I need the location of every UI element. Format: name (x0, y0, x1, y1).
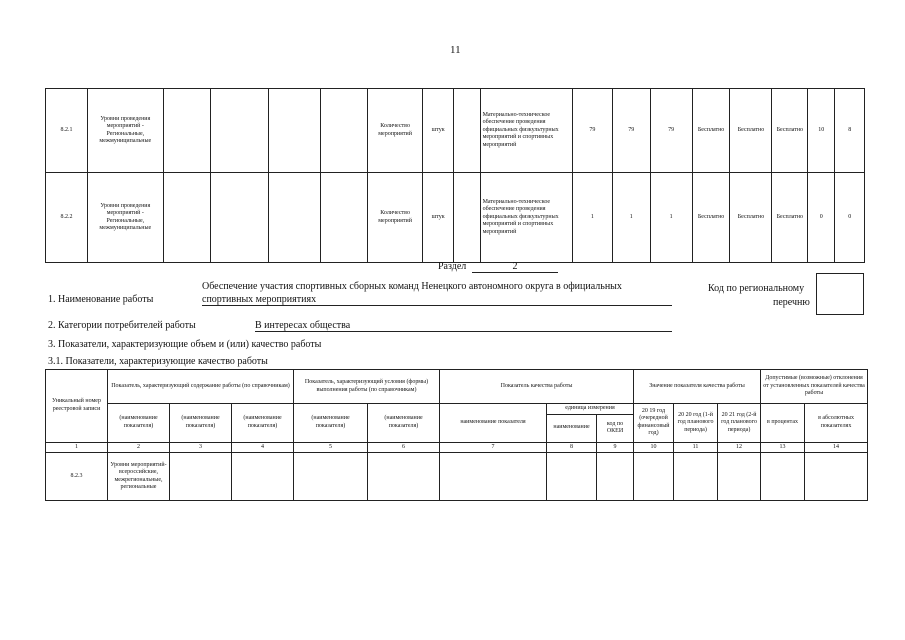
column-number: 9 (597, 442, 634, 453)
regional-code-label: Код по региональному (708, 283, 805, 294)
column-number: 10 (634, 442, 674, 453)
column-number: 14 (805, 442, 868, 453)
header-value: Значение показателя качества работы (634, 370, 761, 404)
column-number: 3 (170, 442, 232, 453)
quality-table (45, 369, 868, 501)
work-name-label: 1. Наименование работы (48, 294, 154, 305)
row-price: Бесплатно (692, 173, 730, 263)
row-indicator: Количество мероприятий (368, 173, 423, 263)
row-price: Бесплатно (730, 89, 772, 173)
row-description: Материально-техническое обеспечение проведения официальных физкультурных мероприятий и спортивных мероприятий (480, 173, 572, 263)
row-value: 79 (612, 89, 650, 173)
quality-heading: 3.1. Показатели, характеризующие качество работы (48, 356, 268, 367)
regional-code-box (816, 273, 864, 315)
work-name-value-line1: Обеспечение участия спортивных сборных команд Ненецкого автономного округа в официальных (202, 281, 622, 292)
column-number: 5 (294, 442, 368, 453)
row-name: Уровни проведения мероприятий - Региональные, межмуниципальные (88, 89, 164, 173)
header-year-1: 20 19 год (очередной финансовый год) (634, 404, 674, 443)
header-quality: Показатель качества работы (440, 370, 634, 404)
header-okei: код по ОКЕИ (597, 414, 634, 442)
header-year-2: 20 20 год (1-й год планового периода) (674, 404, 718, 443)
row-deviation: 0 (835, 173, 865, 263)
header-indicator-name: (наименование показателя) (368, 404, 440, 443)
table-row (46, 453, 868, 501)
column-number: 2 (108, 442, 170, 453)
row-value: 79 (650, 89, 692, 173)
column-number: 1 (46, 442, 108, 453)
row-unit: штук (422, 89, 453, 173)
consumers-label: 2. Категории потребителей работы (48, 320, 196, 331)
row-price: Бесплатно (772, 173, 808, 263)
row-value: 1 (650, 173, 692, 263)
row-name: Уровни мероприятий- всероссийские, межрегиональные, региональные (108, 453, 170, 501)
section-label: Раздел (438, 261, 467, 272)
row-deviation: 0 (808, 173, 835, 263)
consumers-value: В интересах общества (255, 320, 672, 332)
header-deviation: Допустимые (возможные) отклонения от установленных показателей качества работы (761, 370, 868, 404)
column-number: 8 (547, 442, 597, 453)
header-indicator-name: (наименование показателя) (108, 404, 170, 443)
column-number: 4 (232, 442, 294, 453)
column-number: 13 (761, 442, 805, 453)
row-code: 8.2.3 (46, 453, 108, 501)
header-indicator-name: (наименование показателя) (232, 404, 294, 443)
header-unique-number: Уникальный номер реестровой записи (46, 370, 108, 443)
header-indicator-name: (наименование показателя) (170, 404, 232, 443)
column-number: 11 (674, 442, 718, 453)
regional-code-label-2: перечню (773, 297, 810, 308)
row-price: Бесплатно (692, 89, 730, 173)
row-deviation: 10 (808, 89, 835, 173)
row-deviation: 8 (835, 89, 865, 173)
row-code: 8.2.2 (46, 173, 88, 263)
row-value: 1 (612, 173, 650, 263)
section-number: 2 (472, 261, 558, 273)
column-number: 12 (718, 442, 761, 453)
header-percent: в процентах (761, 404, 805, 443)
column-numbers-row (46, 442, 868, 453)
work-name-value-line2: спортивных мероприятиях (202, 294, 672, 306)
row-name: Уровни проведения мероприятий - Региональные, межмуниципальные (88, 173, 164, 263)
header-absolute: в абсолютных показателях (805, 404, 868, 443)
header-indicator-name: (наименование показателя) (294, 404, 368, 443)
header-unit-name: наименование (547, 414, 597, 442)
header-conditions: Показатель, характеризующий условия (формы) выполнения работы (по справочникам) (294, 370, 440, 404)
row-indicator: Количество мероприятий (368, 89, 423, 173)
header-content: Показатель, характеризующий содержание работы (по справочникам) (108, 370, 294, 404)
page-number: 11 (450, 44, 461, 56)
row-price: Бесплатно (772, 89, 808, 173)
row-price: Бесплатно (730, 173, 772, 263)
column-number: 7 (440, 442, 547, 453)
table-row (46, 173, 865, 263)
row-description: Материально-техническое обеспечение проведения официальных физкультурных мероприятий и спортивных мероприятий (480, 89, 572, 173)
row-value: 79 (572, 89, 612, 173)
row-value: 1 (572, 173, 612, 263)
row-code: 8.2.1 (46, 89, 88, 173)
row-unit: штук (422, 173, 453, 263)
column-number: 6 (368, 442, 440, 453)
header-indicator-name-2: наименование показателя (440, 404, 547, 443)
indicators-heading: 3. Показатели, характеризующие объем и (или) качество работы (48, 339, 322, 350)
header-year-3: 20 21 год (2-й год планового периода) (718, 404, 761, 443)
table-row (46, 89, 865, 173)
header-unit: единица измерения (547, 404, 634, 415)
top-indicators-table (45, 88, 865, 263)
